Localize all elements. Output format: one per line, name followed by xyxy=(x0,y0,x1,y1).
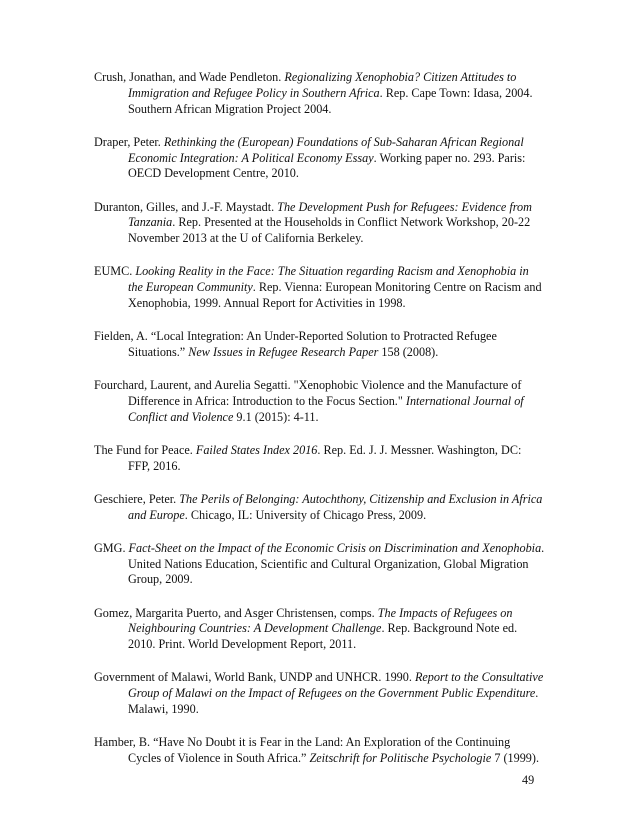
entry-text: Hamber, B. “Have No Doubt it is Fear in the Land: An Exploration of the Continuing Cycles of Violence in South Africa.” xyxy=(94,735,511,765)
entry-title-italic: International Journal of Conflict and Violence xyxy=(128,393,524,424)
bibliography-entry xyxy=(94,606,546,653)
entry-title-italic: Rethinking the (European) Foundations of Sub-Saharan African Regional Economic Integration: A Political Economy Essay xyxy=(128,134,524,165)
bibliography-entry xyxy=(94,70,546,117)
entry-title-italic: The Perils of Belonging: Autochthony, Citizenship and Exclusion in Africa and Europe xyxy=(128,491,543,522)
bibliography-entry xyxy=(94,329,546,361)
entry-text: The Fund for Peace. xyxy=(94,442,196,457)
entry-title-italic: Regionalizing Xenophobia? Citizen Attitudes to Immigration and Refugee Policy in Southern Africa xyxy=(128,70,517,100)
entry-text: Fourchard, Laurent, and Aurelia Segatti. "Xenophobic Violence and the Manufacture of Difference in Africa: Introduction to the Focus Section." xyxy=(94,378,522,408)
entry-text: . Rep. Background Note ed. 2010. Print. World Development Report, 2011. xyxy=(128,621,518,652)
page-number: 49 xyxy=(522,773,535,787)
entry-text: . Rep. Ed. J. J. Messner. Washington, DC: FFP, 2016. xyxy=(128,442,522,473)
entry-text: . United Nations Education, Scientific and Cultural Organization, Global Migration Group, 2009. xyxy=(128,540,545,587)
entry-text: Duranton, Gilles, and J.-F. Maystadt. xyxy=(94,199,278,214)
bibliography-entry xyxy=(94,135,546,182)
bibliography-list xyxy=(94,70,546,784)
bibliography-entry xyxy=(94,443,546,475)
entry-text: Crush, Jonathan, and Wade Pendleton. xyxy=(94,70,285,84)
entry-text: Geschiere, Peter. xyxy=(94,491,180,506)
entry-title-italic: The Development Push for Refugees: Evidence from Tanzania xyxy=(128,199,532,230)
entry-text: Draper, Peter. xyxy=(94,134,164,149)
entry-title-italic: Report to the Consultative Group of Malawi on the Impact of Refugees on the Government Public Expenditure xyxy=(128,670,544,701)
bibliography-entry xyxy=(94,200,546,247)
bibliography-entry xyxy=(94,735,546,767)
entry-title-italic: Fact-Sheet on the Impact of the Economic Crisis on Discrimination and Xenophobia xyxy=(128,540,542,555)
entry-title-italic: Zeitschrift for Politische Psychologie xyxy=(309,751,492,765)
entry-text: 158 (2008). xyxy=(378,344,439,359)
entry-title-italic: Looking Reality in the Face: The Situation regarding Racism and Xenophobia in the European Community xyxy=(128,264,529,295)
entry-text: . Rep. Presented at the Households in Conflict Network Workshop, 20-22 November 2013 at the U of California Berkeley. xyxy=(128,215,531,246)
entry-text: 7 (1999). xyxy=(491,751,539,765)
entry-title-italic: The Impacts of Refugees on Neighbouring Countries: A Development Challenge xyxy=(128,605,513,636)
entry-text: Government of Malawi, World Bank, UNDP and UNHCR. 1990. xyxy=(94,670,415,685)
entry-text: . Rep. Vienna: European Monitoring Centre on Racism and Xenophobia, 1999. Annual Report for Activities in 1998. xyxy=(128,280,542,310)
entry-title-italic: Failed States Index 2016 xyxy=(195,442,318,457)
entry-text: . Malawi, 1990. xyxy=(128,686,539,717)
entry-text: Fielden, A. “Local Integration: An Under-Reported Solution to Protracted Refugee Situations.” xyxy=(94,329,497,359)
bibliography-entry xyxy=(94,492,546,524)
entry-text: . Rep. Cape Town: Idasa, 2004. Southern African Migration Project 2004. xyxy=(128,85,533,116)
entry-text: EUMC. xyxy=(94,264,136,279)
entry-text: Gomez, Margarita Puerto, and Asger Christensen, comps. xyxy=(94,605,378,620)
entry-text: 9.1 (2015): 4-11. xyxy=(233,409,319,424)
bibliography-entry xyxy=(94,541,546,588)
bibliography-entry xyxy=(94,264,546,311)
entry-text: . Working paper no. 293. Paris: OECD Development Centre, 2010. xyxy=(128,150,526,181)
entry-text: . Chicago, IL: University of Chicago Press, 2009. xyxy=(184,507,427,522)
bibliography-entry xyxy=(94,670,546,717)
bibliography-entry xyxy=(94,378,546,425)
entry-title-italic: New Issues in Refugee Research Paper xyxy=(188,344,379,359)
entry-text: GMG. xyxy=(94,540,129,555)
